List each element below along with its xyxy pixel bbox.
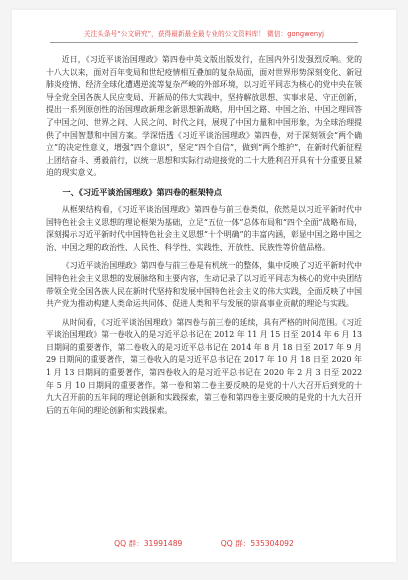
header-divider bbox=[50, 42, 358, 43]
section-heading: 一、《习近平谈治国理政》第四卷的框架特点 bbox=[62, 186, 223, 197]
document-body bbox=[46, 54, 362, 417]
intro-paragraph: 近日，《习近平谈治国理政》第四卷中英文版出版发行，在国内外引发强烈反响。党的十八大以来，面对百年变局和世纪疫情相互叠加的复杂局面，面对世界形势深刻变化、新冠肺炎疫情、经济全球化遭遇逆流等复杂严峻的外部环境，以习近平同志为核心的党中央在领导全党全国各族人民应变局、开新局的伟大实践中，坚持解放思想、实事求是、守正创新，提出一系列原创性的治国理政新理念新思想新战略，用中国之路、中国之治、中国之理回答了中国之问、世界之问、人民之问、时代之问，展现了中国力量和中国形象，为全球治理提供了中国智慧和中国方案。学深悟透《习近平谈治国理政》第四卷，对于深刻领会“两个确立”的决定性意义，增强“四个意识”，坚定“四个自信”，做到“两个维护”，在新时代新征程上团结奋斗、勇毅前行，以统一思想和实际行动迎接党的二十大胜利召开具有十分重要且紧迫的现实意义。 bbox=[46, 55, 362, 178]
footer-contact bbox=[12, 538, 396, 549]
footer-qq-group-2: QQ 群：535304092 bbox=[220, 539, 294, 548]
body-paragraph-framework: 从框架结构看，《习近平谈治国理政》第四卷与前三卷类似，依然是以习近平新时代中国特色社会主义思想的理论框架为基础，立足“五位一体”总体布局和“四个全面”战略布局，深刻揭示习近平新时代中国特色社会主义思想“十个明确”的丰富内涵，彰显中国之路中国之治、中国之理的政治性、人民性、科学性、实践性、开放性、民族性等价值品格。 bbox=[46, 204, 362, 252]
body-paragraph-unity: 《习近平谈治国理政》第四卷与前三卷是有机统一的整体，集中反映了习近平新时代中国特色社会主义思想的发展脉络和主要内容，生动记录了以习近平同志为核心的党中央团结带领全党全国各族人民在新时代坚持和发展中国特色社会主义的伟大实践，全面反映了中国共产党为推动构建人类命运共同体、促进人类和平与发展的崇高事业贡献的理论与实践。 bbox=[46, 261, 362, 309]
document-page bbox=[12, 10, 396, 562]
footer-qq-group-1: QQ 群：31991489 bbox=[114, 539, 183, 548]
header-notice: 关注头条号“公文研究”，获得最新最全最专业的公文资料库！ 微信：gongwenyj bbox=[83, 30, 325, 38]
body-paragraph-timeline: 从时间看，《习近平谈治国理政》第四卷与前三卷的延续，具有严格的时间范围。《习近平谈治国理政》第一卷收入的是习近平总书记在 2012 年 11 月 15 日至 2014 年 6 月 13 日期间的重要著作，第二卷收入的是习近平总书记在 2014 年 8 月 18 日至 2017 年 9 月 29 日期间的重要著作，第三卷收入的是习近平总书记在 2017 年 10 月 18 日至 2020 年 1 月 13 日期间的重要著作，第四卷收入的是习近平总书记在 2020 年 2 月 3 日至 2022 年 5 月 10 日期间的重要著作。第一卷和第二卷主要反映的是党的十八大召开后到党的十九大召开前的五年间的理论创新和实践探索，第三卷和第四卷主要反映的是党的十九大召开后的五年间的理论创新和实践探索。 bbox=[46, 317, 362, 415]
